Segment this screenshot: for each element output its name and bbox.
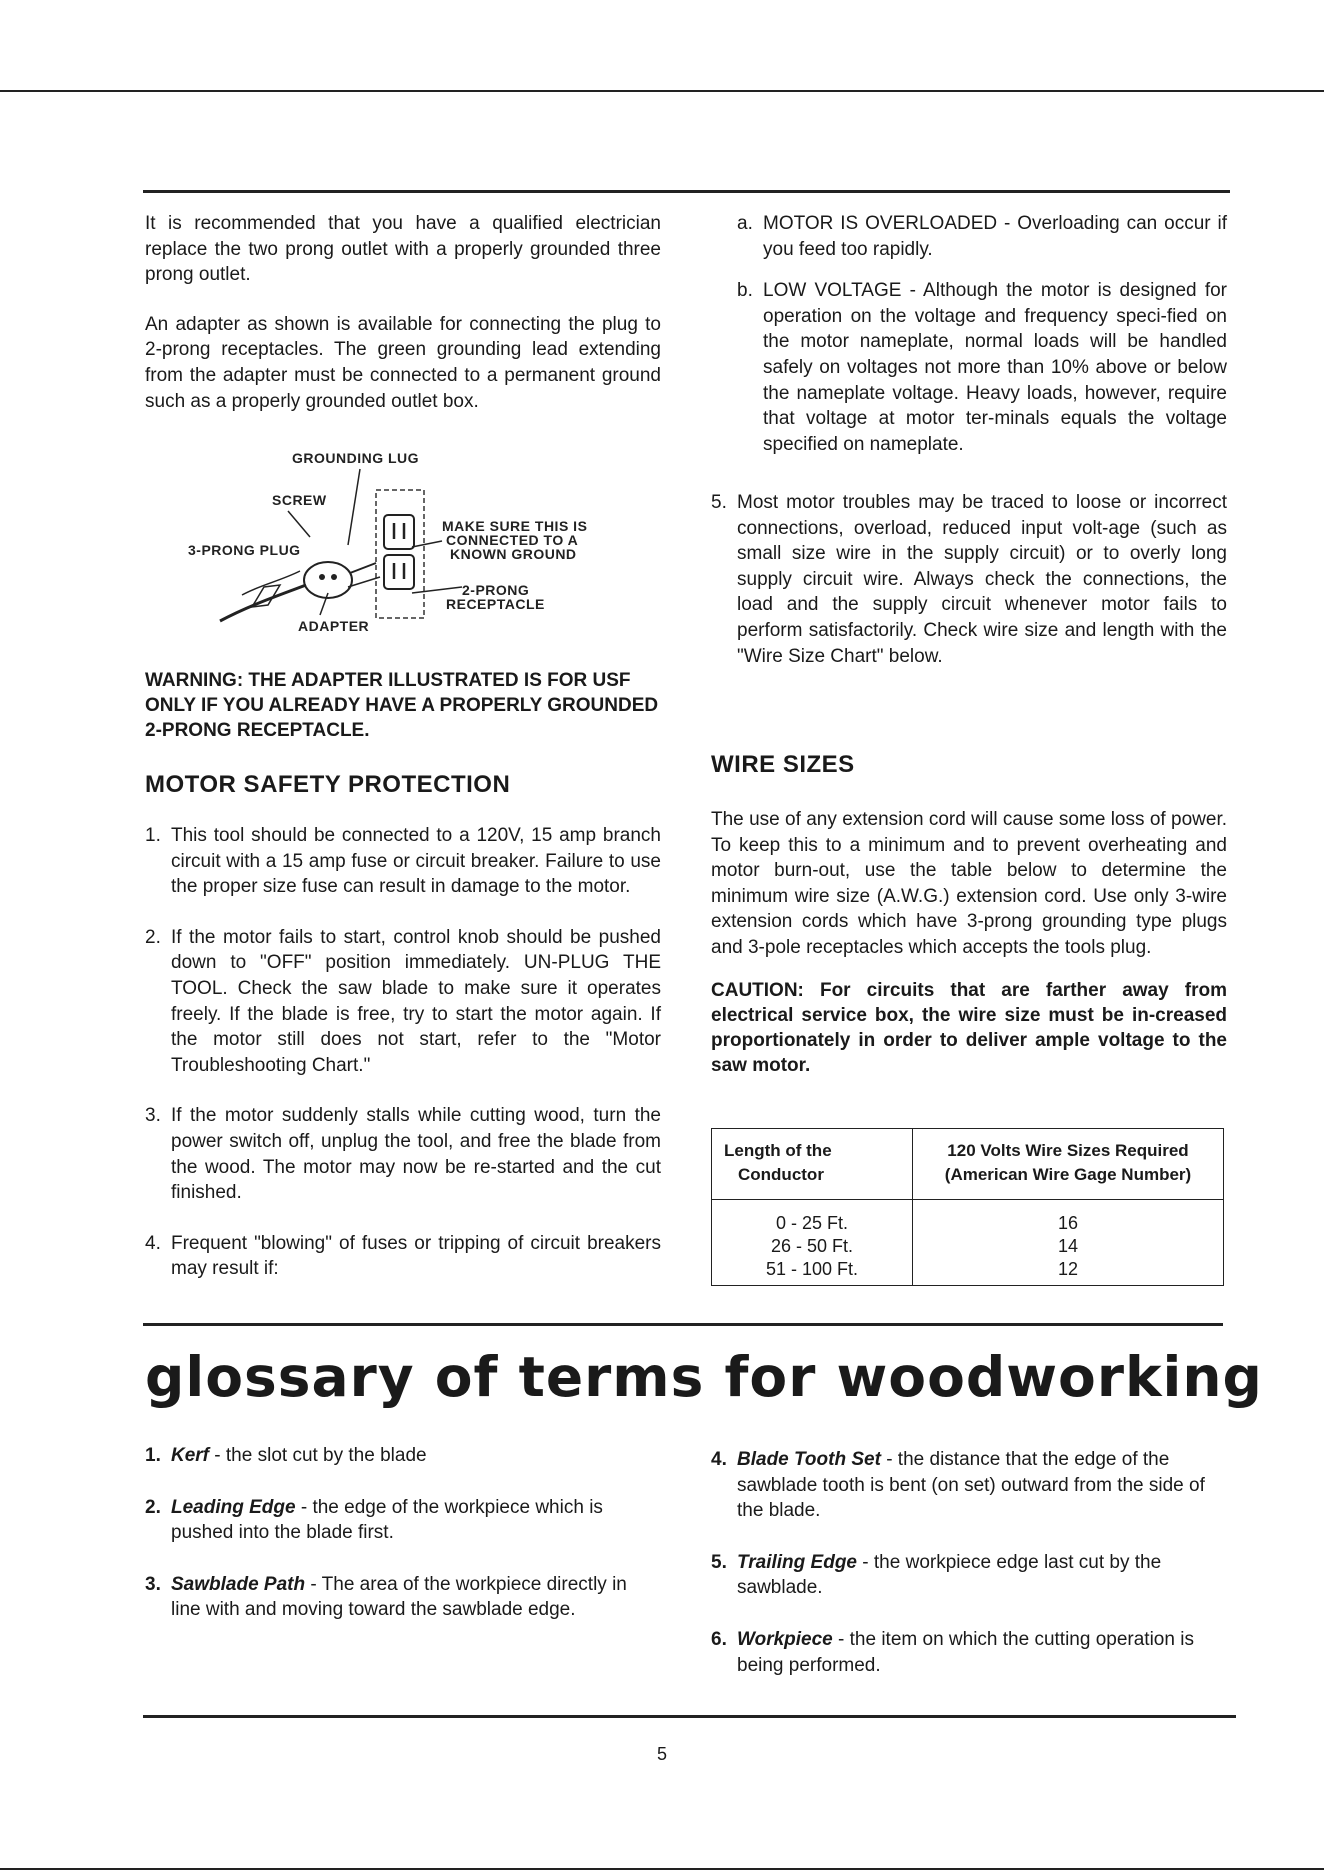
table-body-row (712, 1200, 1224, 1286)
adapter-warning: WARNING: THE ADAPTER ILLUSTRATED IS FOR USF ONLY IF YOU ALREADY HAVE A PROPERLY GROUNDED 2-PRONG RECEPTACLE. (145, 670, 659, 741)
label-adapter: ADAPTER (298, 618, 370, 634)
right-column-item-5 (711, 490, 1227, 669)
left-column-intro (145, 211, 661, 414)
wire-size-table (711, 1128, 1224, 1286)
adapter-paragraph: An adapter as shown is available for connecting the plug to 2-prong receptacles. The green grounding lead extending from the adapter must be connected to a permanent ground such as a properly grounded outlet box. (145, 313, 661, 412)
table-header-row (712, 1129, 1224, 1200)
glossary-item: 4. Blade Tooth Set - the distance that the edge of the sawblade tooth is bent (on set) outward from the side of the blade. (711, 1449, 1205, 1522)
glossary-item: 6. Workpiece - the item on which the cutting operation is being performed. (711, 1628, 1194, 1676)
list-item: 3. If the motor suddenly stalls while cutting wood, turn the power switch off, unplug the tool, and free the blade from the wood. The motor may now be re-started and the cut finished. (145, 1105, 661, 1204)
glossary-item: 3. Sawblade Path - The area of the workpiece directly in line with and moving toward the sawblade edge. (145, 1573, 627, 1621)
top-page-rule (0, 90, 1324, 92)
glossary-left (145, 1443, 661, 1623)
wire-sizes-heading: WIRE SIZES (711, 751, 855, 778)
header-length: Length of the Conductor (712, 1129, 913, 1200)
label-screw: SCREW (272, 492, 327, 508)
wire-sizes-paragraph: The use of any extension cord will cause some loss of power. To keep this to a minimum and to prevent overheating and motor burn-out, use the table below to determine the minimum wire size (A.W.G.) extension cord. Use only 3-wire extension cords which have 3-prong grounding type plugs and 3-pole receptacles which accepts the tools plug. (711, 809, 1227, 958)
page-number: 5 (656, 1744, 667, 1764)
header-wire-size: 120 Volts Wire Sizes Required (American Wire Gage Number) (913, 1129, 1224, 1200)
list-item: 1. This tool should be connected to a 120V, 15 amp branch circuit with a 15 amp fuse or circuit breaker. Failure to use the proper size fuse can result in damage to the motor. (145, 825, 661, 898)
glossary-item: 5. Trailing Edge - the workpiece edge last cut by the sawblade. (711, 1551, 1162, 1599)
intro-paragraph: It is recommended that you have a qualified electrician replace the two prong outlet with a properly grounded three prong outlet. (145, 213, 661, 286)
motor-safety-heading: MOTOR SAFETY PROTECTION (145, 771, 511, 798)
bottom-page-rule (0, 1868, 1324, 1870)
wire-sizes-paragraph-wrap (711, 807, 1227, 1078)
label-3-prong-plug: 3-PRONG PLUG (188, 542, 301, 558)
label-2-prong-2: RECEPTACLE (446, 596, 545, 612)
glossary-item: 1. Kerf - the slot cut by the blade (145, 1445, 427, 1466)
adapter-diagram (180, 445, 600, 645)
list-item: 4. Frequent "blowing" of fuses or tripping of circuit breakers may result if: (145, 1232, 661, 1280)
right-column-list (737, 211, 1227, 457)
caution-paragraph: CAUTION: For circuits that are farther away from electrical service box, the wire size must be in-creased proportionately in order to deliver ample voltage to the saw motor. (711, 979, 1227, 1076)
middle-content-rule (143, 1323, 1223, 1326)
list-item: a. MOTOR IS OVERLOADED - Overloading can occur if you feed too rapidly. (737, 213, 1227, 260)
glossary-right (711, 1447, 1227, 1678)
top-content-rule (143, 190, 1230, 193)
label-make-sure-2: CONNECTED TO A (446, 532, 579, 548)
glossary-item: 2. Leading Edge - the edge of the workpiece which is pushed into the blade first. (145, 1496, 603, 1544)
list-item: b. LOW VOLTAGE - Although the motor is designed for operation on the voltage and frequency speci-fied on the motor nameplate, normal loads will be handled safely on voltages not more than 10% above or below the nameplate voltage. Heavy loads, however, require that voltage at motor ter-minals equals the voltage specified on nameplate. (737, 280, 1227, 455)
list-item: 2. If the motor fails to start, control knob should be pushed down to "OFF" position immediately. UN-PLUG THE TOOL. Check the saw blade to make sure it operates freely. If the blade is free, try to start the motor again. If the motor still does not start, refer to the "Motor Troubleshooting Chart." (145, 926, 661, 1076)
bottom-content-rule (143, 1715, 1236, 1718)
label-2-prong-1: 2-PRONG (462, 582, 530, 598)
label-grounding-lug: GROUNDING LUG (292, 450, 420, 466)
motor-safety-list (145, 823, 661, 1282)
glossary-title: glossary of terms for woodworking (145, 1345, 1263, 1409)
size-cell: 16 14 12 (913, 1200, 1224, 1286)
length-cell: 0 - 25 Ft. 26 - 50 Ft. 51 - 100 Ft. (712, 1200, 913, 1286)
list-item: 5. Most motor troubles may be traced to loose or incorrect connections, overload, reduced input volt-age (such as small size wire in the supply circuit) or to overly long supply circuit wire. Always check the connections, the load and the supply circuit whenever motor fails to perform satisfactorily. Check wire size and length with the "Wire Size Chart" below. (711, 492, 1227, 667)
label-make-sure-3: KNOWN GROUND (450, 546, 577, 562)
label-make-sure-1: MAKE SURE THIS IS (442, 518, 588, 534)
